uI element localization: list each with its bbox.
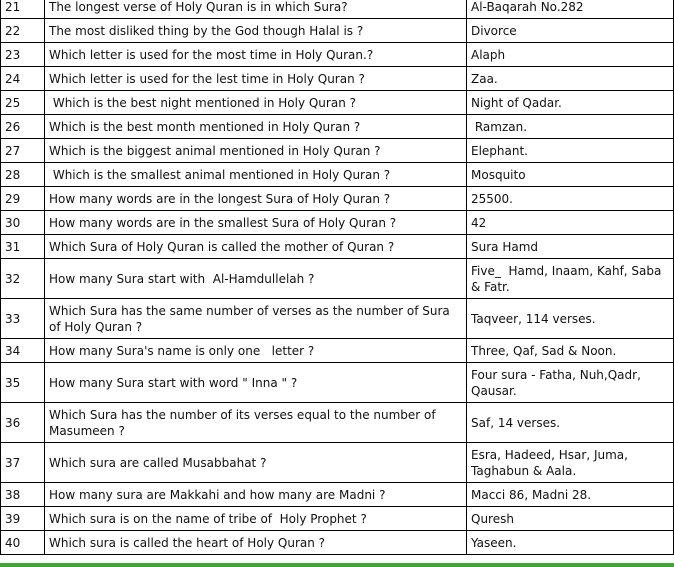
row-question: Which is the biggest animal mentioned in Holy Quran ? <box>45 139 467 163</box>
row-answer: Five_ Hamd, Inaam, Kahf, Saba & Fatr. <box>467 259 674 299</box>
row-number: 34 <box>1 339 45 363</box>
row-number: 40 <box>1 531 45 555</box>
row-answer: Ramzan. <box>467 115 674 139</box>
row-answer: Esra, Hadeed, Hsar, Juma, Taghabun & Aala. <box>467 443 674 483</box>
row-question: Which Sura has the same number of verses as the number of Sura of Holy Quran ? <box>45 299 467 339</box>
row-answer: Night of Qadar. <box>467 91 674 115</box>
row-question: The most disliked thing by the God though Halal is ? <box>45 19 467 43</box>
row-number: 25 <box>1 91 45 115</box>
row-question: Which Sura of Holy Quran is called the mother of Quran ? <box>45 235 467 259</box>
row-answer: Three, Qaf, Sad & Noon. <box>467 339 674 363</box>
table-row <box>1 299 674 339</box>
row-number: 37 <box>1 443 45 483</box>
row-number: 28 <box>1 163 45 187</box>
table-row <box>1 139 674 163</box>
row-number: 36 <box>1 403 45 443</box>
table-row <box>1 259 674 299</box>
row-number: 33 <box>1 299 45 339</box>
row-answer: Four sura - Fatha, Nuh,Qadr, Qausar. <box>467 363 674 403</box>
row-number: 21 <box>1 0 45 19</box>
row-answer: Elephant. <box>467 139 674 163</box>
row-answer: 42 <box>467 211 674 235</box>
row-answer: Quresh <box>467 507 674 531</box>
table-row <box>1 43 674 67</box>
row-answer: Taqveer, 114 verses. <box>467 299 674 339</box>
row-question: Which sura are called Musabbahat ? <box>45 443 467 483</box>
row-answer: Sura Hamd <box>467 235 674 259</box>
row-question: Which letter is used for the lest time in Holy Quran ? <box>45 67 467 91</box>
row-question: Which is the smallest animal mentioned in Holy Quran ? <box>45 163 467 187</box>
row-answer: Mosquito <box>467 163 674 187</box>
row-answer: Alaph <box>467 43 674 67</box>
row-number: 27 <box>1 139 45 163</box>
row-answer: Yaseen. <box>467 531 674 555</box>
row-question: Which is the best month mentioned in Holy Quran ? <box>45 115 467 139</box>
row-answer: Macci 86, Madni 28. <box>467 483 674 507</box>
row-number: 39 <box>1 507 45 531</box>
row-number: 24 <box>1 67 45 91</box>
table-row <box>1 339 674 363</box>
table-row <box>1 403 674 443</box>
quiz-table-body <box>1 0 674 555</box>
row-number: 31 <box>1 235 45 259</box>
table-row <box>1 91 674 115</box>
row-question: Which sura is called the heart of Holy Quran ? <box>45 531 467 555</box>
row-question: How many words are in the longest Sura of Holy Quran ? <box>45 187 467 211</box>
table-row <box>1 443 674 483</box>
row-answer: Divorce <box>467 19 674 43</box>
row-number: 22 <box>1 19 45 43</box>
table-row <box>1 19 674 43</box>
table-row <box>1 235 674 259</box>
row-answer: Zaa. <box>467 67 674 91</box>
row-answer: Al-Baqarah No.282 <box>467 0 674 19</box>
row-number: 30 <box>1 211 45 235</box>
bottom-accent-bar <box>0 563 674 567</box>
row-question: How many Sura's name is only one letter ? <box>45 339 467 363</box>
row-number: 35 <box>1 363 45 403</box>
table-row <box>1 211 674 235</box>
row-question: How many sura are Makkahi and how many are Madni ? <box>45 483 467 507</box>
table-row <box>1 187 674 211</box>
table-row <box>1 507 674 531</box>
table-row <box>1 67 674 91</box>
row-question: Which Sura has the number of its verses equal to the number of Masumeen ? <box>45 403 467 443</box>
row-answer: Saf, 14 verses. <box>467 403 674 443</box>
row-question: Which letter is used for the most time in Holy Quran.? <box>45 43 467 67</box>
row-question: Which sura is on the name of tribe of Holy Prophet ? <box>45 507 467 531</box>
row-number: 38 <box>1 483 45 507</box>
table-row <box>1 163 674 187</box>
table-row <box>1 115 674 139</box>
row-question: The longest verse of Holy Quran is in which Sura? <box>45 0 467 19</box>
table-row <box>1 363 674 403</box>
table-row <box>1 0 674 19</box>
table-row <box>1 531 674 555</box>
row-question: Which is the best night mentioned in Holy Quran ? <box>45 91 467 115</box>
row-question: How many words are in the smallest Sura of Holy Quran ? <box>45 211 467 235</box>
row-number: 32 <box>1 259 45 299</box>
row-number: 29 <box>1 187 45 211</box>
row-number: 23 <box>1 43 45 67</box>
row-answer: 25500. <box>467 187 674 211</box>
row-question: How many Sura start with word " Inna " ? <box>45 363 467 403</box>
table-row <box>1 483 674 507</box>
row-question: How many Sura start with Al-Hamdullelah ? <box>45 259 467 299</box>
row-number: 26 <box>1 115 45 139</box>
